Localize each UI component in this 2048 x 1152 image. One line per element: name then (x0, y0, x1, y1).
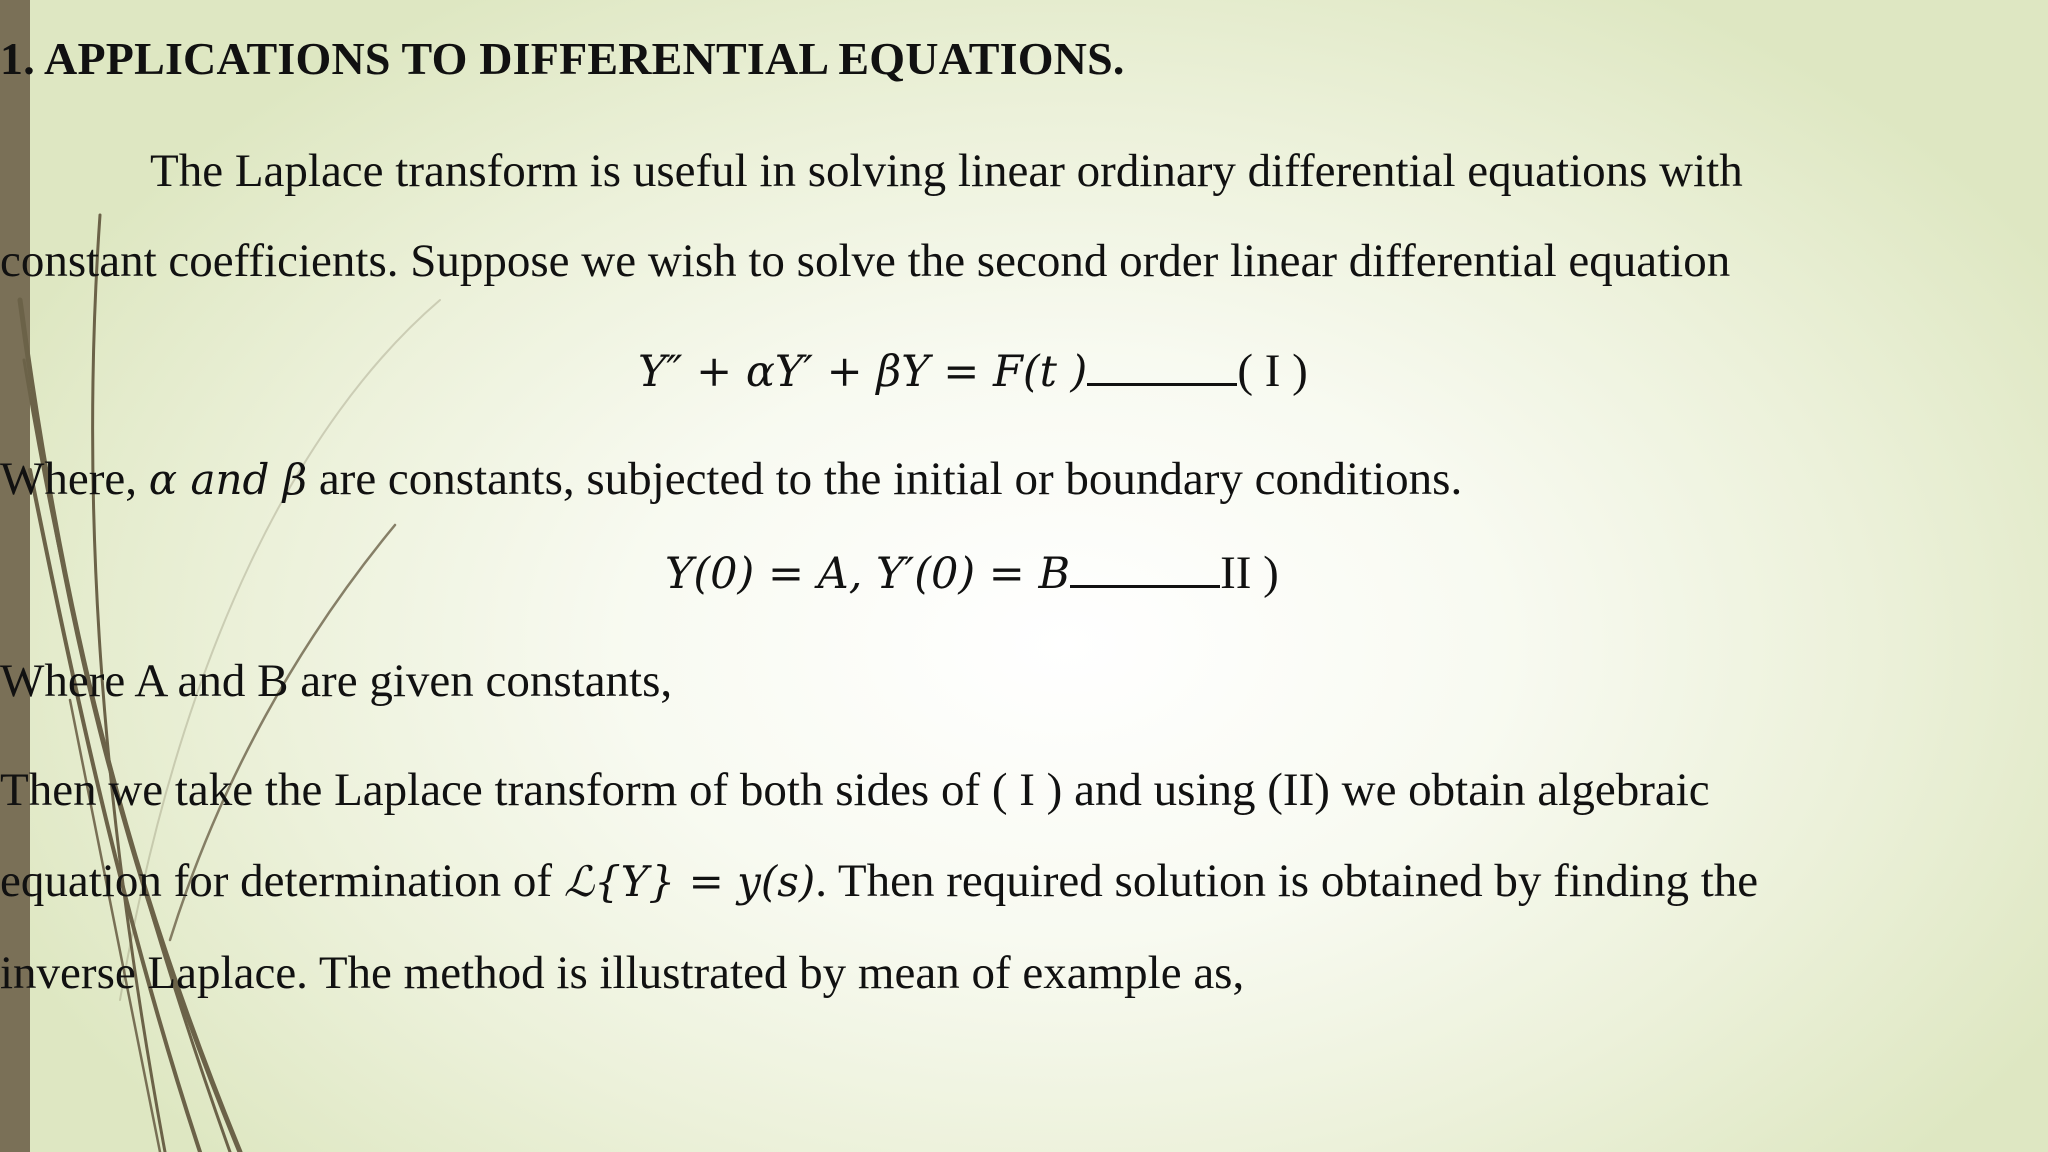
equation-1-blank-line (1087, 349, 1237, 386)
intro-paragraph-line-1: The Laplace transform is useful in solving linear ordinary differential equations with (150, 145, 1743, 197)
equation-1-expression: Y″ + αY′ + βY = F(t ) (638, 347, 1088, 397)
equation-1-label: ( I ) (1237, 345, 1308, 397)
equation-1 (638, 344, 1308, 398)
given-constants-line: Where A and B are given constants, (0, 655, 673, 707)
method-paragraph-line-3: inverse Laplace. The method is illustrated by mean of example as, (0, 947, 1245, 999)
method-line-2-prefix: equation for determination of (0, 855, 564, 907)
equation-2-blank-line (1070, 551, 1220, 588)
where-constants-line (0, 453, 1463, 505)
method-paragraph-line-2 (0, 855, 1759, 907)
laplace-script-symbol: ℒ (563, 857, 595, 906)
laplace-result: y(s) (737, 857, 816, 906)
equation-2-expression: Y(0) = A, Y′(0) = B (665, 549, 1071, 599)
laplace-argument: {Y} (594, 857, 676, 906)
method-line-2-suffix: . Then required solution is obtained by finding the (815, 855, 1759, 907)
where-constants-suffix: are constants, subjected to the initial or boundary conditions. (307, 453, 1463, 505)
where-constants-prefix: Where, (0, 453, 149, 505)
method-paragraph-line-1: Then we take the Laplace transform of both sides of ( I ) and using (II) we obtain algebraic (0, 764, 1710, 816)
laplace-equals: = (675, 857, 738, 906)
intro-paragraph-line-2: constant coefficients. Suppose we wish to solve the second order linear differential equation (0, 235, 1731, 287)
slide-title: 1. APPLICATIONS TO DIFFERENTIAL EQUATIONS. (0, 33, 1125, 84)
equation-2 (665, 546, 1279, 600)
equation-2-label: II ) (1220, 547, 1279, 599)
where-constants-math: α and β (148, 455, 308, 504)
